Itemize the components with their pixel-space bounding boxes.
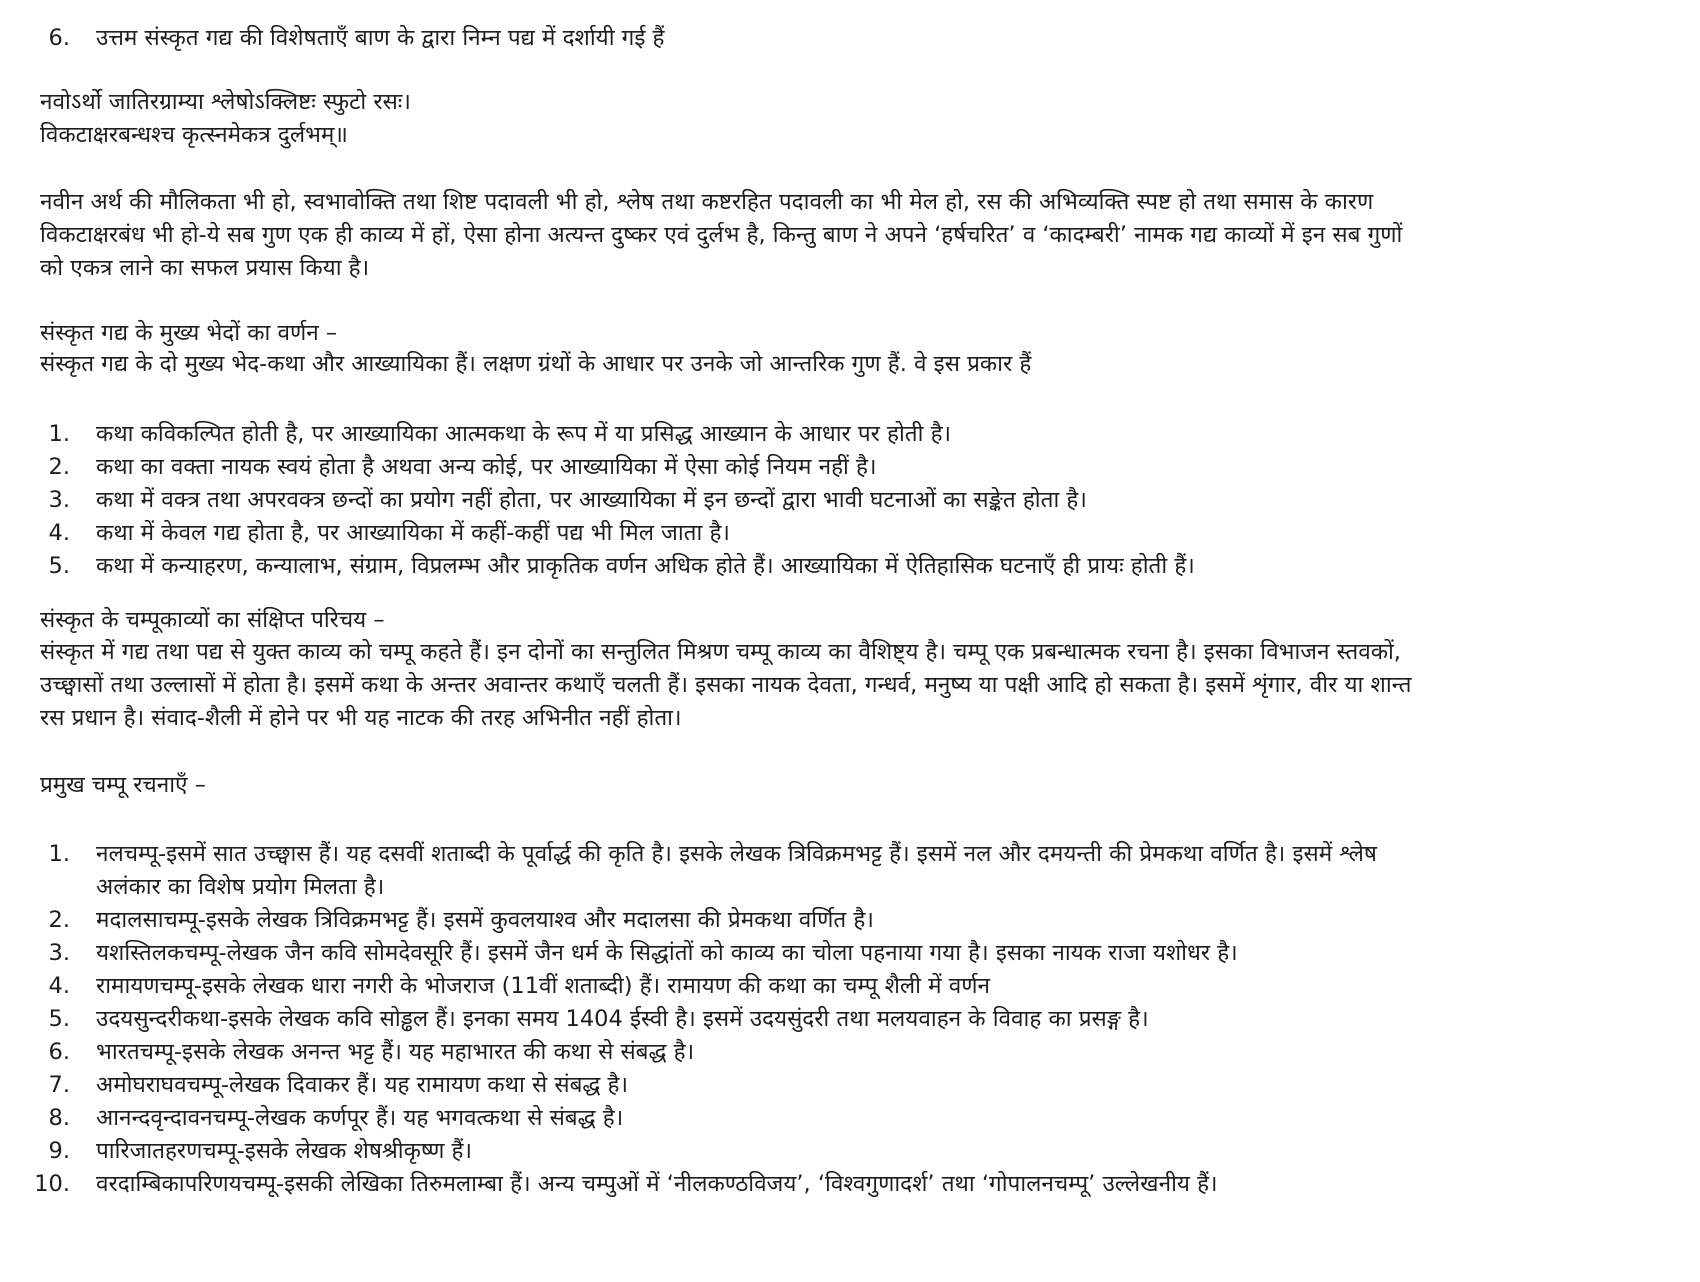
list-item-text: उदयसुन्दरीकथा-इसके लेखक कवि सोड्ढल हैं। इनका समय 1404 ईस्वी है। इसमें उदयसुंदरी तथा मलयवाहन के विवाह का प्रसङ्ग है। <box>96 1006 1149 1032</box>
list-number: 4. <box>48 520 70 546</box>
list-number: 1. <box>48 421 70 447</box>
list-number: 2. <box>48 907 70 933</box>
paragraph-text: उच्छ्वासों तथा उल्लासों में होता है। इसमें कथा के अन्तर अवान्तर कथाएँ चलती हैं। इसका नायक देवता, गन्धर्व, मनुष्य या पक्षी आदि हो सकता है। इसमें शृंगार, वीर या शान्त <box>40 672 1412 698</box>
verse-text: नवोऽर्थो जातिरग्राम्या श्लेषोऽक्लिष्टः स्फुटो रसः। <box>40 89 411 115</box>
list-number: 3. <box>48 487 70 513</box>
list-number: 6. <box>48 1039 70 1065</box>
list-item-text: कथा में केवल गद्य होता है, पर आख्यायिका में कहीं-कहीं पद्य भी मिल जाता है। <box>96 520 730 546</box>
list-item-text: आनन्दवृन्दावनचम्पू-लेखक कर्णपूर हैं। यह भगवत्कथा से संबद्ध है। <box>96 1105 624 1131</box>
list-number: 5. <box>48 553 70 579</box>
paragraph-text: नवीन अर्थ की मौलिकता भी हो, स्वभावोक्ति तथा शिष्ट पदावली भी हो, श्लेष तथा कष्टरहित पदावली का भी मेल हो, रस की अभिव्यक्ति स्पष्ट हो तथा समास के कारण <box>40 189 1374 215</box>
list-item-text: यशस्तिलकचम्पू-लेखक जैन कवि सोमदेवसूरि हैं। इसमें जैन धर्म के सिद्धांतों को काव्य का चोला पहनाया गया है। इसका नायक राजा यशोधर है। <box>96 940 1238 966</box>
list-item-text: मदालसाचम्पू-इसके लेखक त्रिविक्रमभट्ट हैं। इसमें कुवलयाश्व और मदालसा की प्रेमकथा वर्णित है। <box>96 907 874 933</box>
heading-text: संस्कृत के चम्पूकाव्यों का संक्षिप्त परिचय – <box>40 607 385 633</box>
paragraph-text: को एकत्र लाने का सफल प्रयास किया है। <box>40 255 370 281</box>
list-number: 9. <box>48 1138 70 1164</box>
list-item-text: नलचम्पू-इसमें सात उच्छ्वास हैं। यह दसवीं शताब्दी के पूर्वार्द्ध की कृति है। इसके लेखक त्रिविक्रमभट्ट हैं। इसमें नल और दमयन्ती की प्रेमकथा वर्णित है। इसमें श्लेष <box>96 841 1377 867</box>
list-item-text: कथा कविकल्पित होती है, पर आख्यायिका आत्मकथा के रूप में या प्रसिद्ध आख्यान के आधार पर होती है। <box>96 421 952 447</box>
list-number: 1. <box>48 841 70 867</box>
list-item-text: पारिजातहरणचम्पू-इसके लेखक शेषश्रीकृष्ण हैं। <box>96 1138 473 1164</box>
list-item-text: कथा का वक्ता नायक स्वयं होता है अथवा अन्य कोई, पर आख्यायिका में ऐसा कोई नियम नहीं है। <box>96 454 877 480</box>
list-item-text: भारतचम्पू-इसके लेखक अनन्त भट्ट हैं। यह महाभारत की कथा से संबद्ध है। <box>96 1039 695 1065</box>
list-number: 3. <box>48 940 70 966</box>
list-number: 4. <box>48 973 70 999</box>
list-number: 5. <box>48 1006 70 1032</box>
verse-text: विकटाक्षरबन्धश्च कृत्स्नमेकत्र दुर्लभम्॥ <box>40 122 348 148</box>
paragraph-text: संस्कृत में गद्य तथा पद्य से युक्त काव्य को चम्पू कहते हैं। इन दोनों का सन्तुलित मिश्रण चम्पू काव्य का वैशिष्ट्य है। चम्पू एक प्रबन्धात्मक रचना है। इसका विभाजन स्तवकों, <box>40 639 1401 665</box>
paragraph-text: रस प्रधान है। संवाद-शैली में होने पर भी यह नाटक की तरह अभिनीत नहीं होता। <box>40 705 682 731</box>
paragraph-text: विकटाक्षरबंध भी हो-ये सब गुण एक ही काव्य में हों, ऐसा होना अत्यन्त दुष्कर एवं दुर्लभ है, किन्तु बाण ने अपने ‘हर्षचरित’ व ‘कादम्बरी’ नामक गद्य काव्यों में इन सब गुणों <box>40 222 1403 248</box>
list-item-text: अमोघराघवचम्पू-लेखक दिवाकर हैं। यह रामायण कथा से संबद्ध है। <box>96 1072 629 1098</box>
list-number: 10. <box>34 1171 70 1197</box>
list-number: 2. <box>48 454 70 480</box>
list-number: 6. <box>48 25 70 51</box>
heading-text: संस्कृत गद्य के मुख्य भेदों का वर्णन – <box>40 320 338 346</box>
list-item-text: कथा में कन्याहरण, कन्यालाभ, संग्राम, विप्रलम्भ और प्राकृतिक वर्णन अधिक होते हैं। आख्यायिका में ऐतिहासिक घटनाएँ ही प्रायः होती हैं। <box>96 553 1195 579</box>
list-number: 8. <box>48 1105 70 1131</box>
list-item-text: अलंकार का विशेष प्रयोग मिलता है। <box>96 874 385 900</box>
list-item-text: वरदाम्बिकापरिणयचम्पू-इसकी लेखिका तिरुमलाम्बा हैं। अन्य चम्पुओं में ‘नीलकण्ठविजय’, ‘विश्वगुणादर्श’ तथा ‘गोपालनचम्पू’ उल्लेखनीय हैं। <box>96 1171 1218 1197</box>
list-number: 7. <box>48 1072 70 1098</box>
list-item-text: कथा में वक्त्र तथा अपरवक्त्र छन्दों का प्रयोग नहीं होता, पर आख्यायिका में इन छन्दों द्वारा भावी घटनाओं का सङ्केत होता है। <box>96 487 1087 513</box>
list-item-text: रामायणचम्पू-इसके लेखक धारा नगरी के भोजराज (11वीं शताब्दी) हैं। रामायण की कथा का चम्पू शैली में वर्णन <box>96 973 991 999</box>
heading-text: प्रमुख चम्पू रचनाएँ – <box>40 772 206 798</box>
intro-text: उत्तम संस्कृत गद्य की विशेषताएँ बाण के द्वारा निम्न पद्य में दर्शायी गई हैं <box>96 25 665 51</box>
paragraph-text: संस्कृत गद्य के दो मुख्य भेद-कथा और आख्यायिका हैं। लक्षण ग्रंथों के आधार पर उनके जो आन्तरिक गुण हैं. वे इस प्रकार हैं <box>40 351 1032 377</box>
